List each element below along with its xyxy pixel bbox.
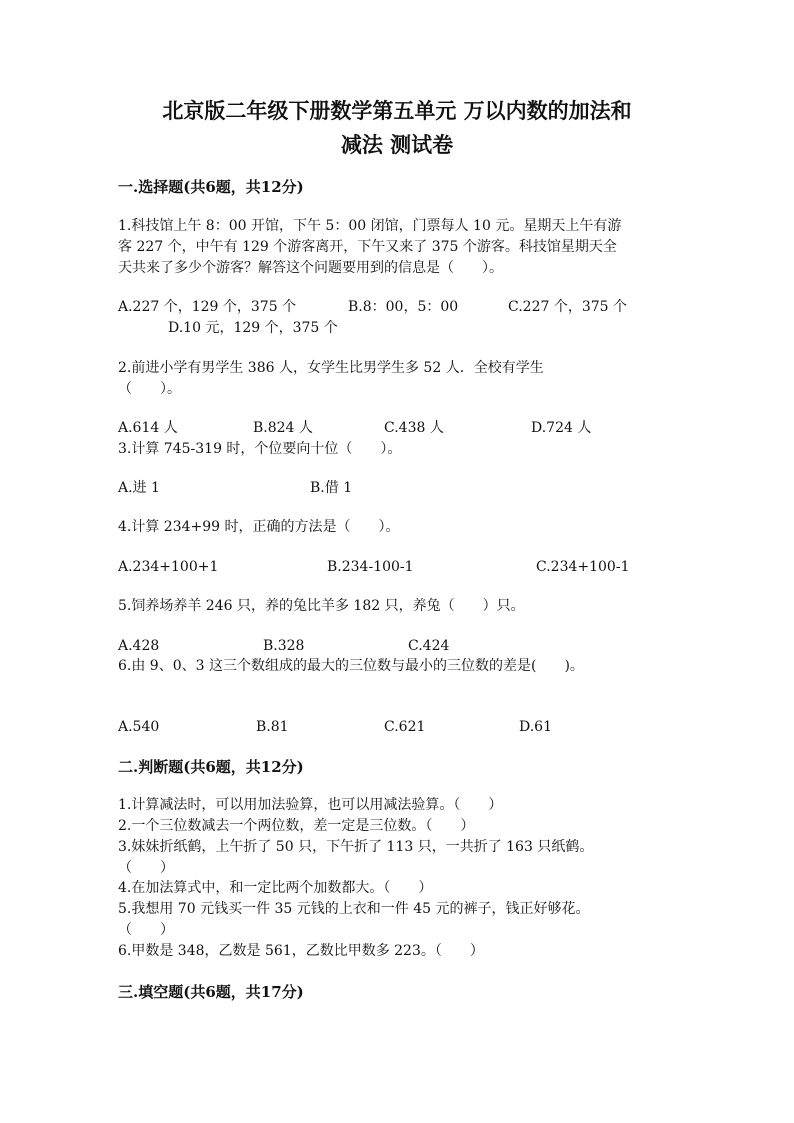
page-title-line-1: 北京版二年级下册数学第五单元 万以内数的加法和 [162, 98, 632, 123]
judge-line-6: 5.我想用 70 元钱买一件 35 元钱的上衣和一件 45 元的裤子，钱正好够花。 [118, 901, 590, 917]
q4-option-c: C.234+100-1 [536, 559, 630, 575]
q2-option-b: B.824 人 [253, 420, 313, 436]
q2-text-line-1: 2.前进小学有男学生 386 人，女学生比男学生多 52 人．全校有学生 [118, 360, 544, 376]
q6-option-d: D.61 [519, 719, 552, 735]
judge-line-5: 4.在加法算式中，和一定比两个加数都大。（ ） [118, 880, 433, 896]
section-heading-choice: 一.选择题(共6题，共12分) [118, 178, 304, 196]
q5-option-a: A.428 [118, 638, 160, 654]
judge-line-3: 3.妹妹折纸鹤，上午折了 50 只，下午折了 113 只，一共折了 163 只纸鹤。 [118, 839, 594, 855]
q2-option-d: D.724 人 [531, 420, 592, 436]
q2-option-a: A.614 人 [118, 420, 178, 436]
q5-option-c: C.424 [408, 638, 450, 654]
q3-option-b: B.借 1 [310, 480, 353, 496]
q4-option-b: B.234-100-1 [327, 559, 414, 575]
q1-text-line-2: 客 227 个，中午有 129 个游客离开，下午又来了 375 个游客。科技馆星期天全 [118, 239, 617, 255]
judge-line-8: 6.甲数是 348，乙数是 561，乙数比甲数多 223。（ ） [118, 943, 484, 959]
q4-text: 4.计算 234+99 时，正确的方法是（ ）。 [118, 519, 400, 535]
q1-text-line-3: 天共来了多少个游客？解答这个问题要用到的信息是（ ）。 [118, 260, 503, 276]
q6-option-a: A.540 [118, 719, 160, 735]
judge-line-1: 1.计算减法时，可以用加法验算，也可以用减法验算。（ ） [118, 797, 503, 813]
section-heading-judgement: 二.判断题(共6题，共12分) [118, 758, 304, 776]
q1-option-a: A.227 个，129 个，375 个 [118, 299, 297, 315]
judge-line-4: （ ） [118, 860, 174, 876]
q6-option-c: C.621 [384, 719, 426, 735]
q6-text: 6.由 9、0、3 这三个数组成的最大的三位数与最小的三位数的差是( )。 [118, 658, 584, 674]
q5-option-b: B.328 [263, 638, 305, 654]
judge-line-2: 2.一个三位数减去一个两位数，差一定是三位数。（ ） [118, 818, 475, 834]
q2-option-c: C.438 人 [384, 420, 444, 436]
judge-line-7: （ ） [118, 922, 174, 938]
section-heading-fill-blank: 三.填空题(共6题，共17分) [118, 983, 304, 1001]
q4-option-a: A.234+100+1 [118, 559, 219, 575]
q2-text-line-2: （ ）。 [118, 381, 181, 397]
page-title-line-2: 减法 测试卷 [340, 132, 454, 157]
q1-option-b: B.8：00，5：00 [348, 299, 459, 315]
q5-text: 5.饲养场养羊 246 只，养的兔比羊多 182 只，养兔（ ）只。 [118, 598, 525, 614]
q1-text-line-1: 1.科技馆上午 8：00 开馆，下午 5：00 闭馆，门票每人 10 元。星期天上午有游 [118, 218, 622, 234]
q1-option-d: D.10 元，129 个，375 个 [168, 320, 338, 336]
q3-text: 3.计算 745-319 时，个位要向十位（ ）。 [118, 441, 402, 457]
q6-option-b: B.81 [256, 719, 289, 735]
q3-option-a: A.进 1 [118, 480, 160, 496]
q1-option-c: C.227 个，375 个 [508, 299, 628, 315]
